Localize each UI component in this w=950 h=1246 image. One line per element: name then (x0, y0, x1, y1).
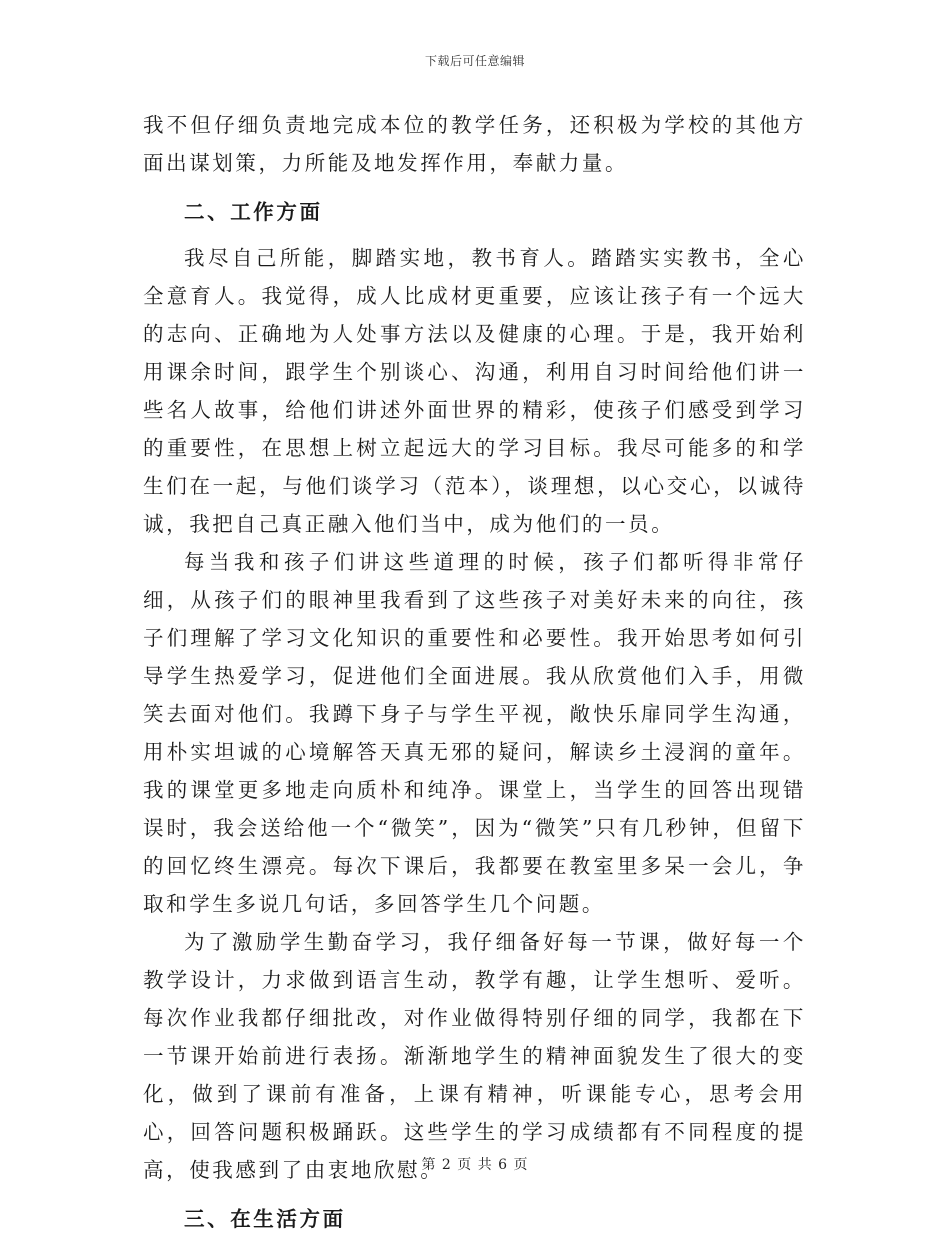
section-heading-work: 二、工作方面 (184, 200, 323, 224)
page-header: 下载后可任意编辑 (424, 54, 525, 68)
work-paragraph-2: 每当我和孩子们讲这些道理的时候，孩子们都听得非常仔细，从孩子们的眼神里我看到了这些孩子对美好未来的向往，孩子们理解了学习文化知识的重要性和必要性。我开始思考如何引导学生热爱学习，促进他们全面进展。我从欣赏他们入手，用微笑去面对他们。我蹲下身子与学生平视，敞快乐扉同学生沟通，用朴实坦诚的心境解答天真无邪的疑问，解读乡土浸润的童年。我的课堂更多地走向质朴和纯净。课堂上，当学生的回答出现错误时，我会送给他一个“微笑”，因为“微笑”只有几秒钟，但留下的回忆终生漂亮。每次下课后，我都要在教室里多呆一会儿，争取和学生多说几句话，多回答学生几个问题。 (143, 550, 806, 916)
page-number: 第 2 页 共 6 页 (421, 1157, 529, 1173)
intro-paragraph: 我不但仔细负责地完成本位的教学任务，还积极为学校的其他方面出谋划策，力所能及地发挥作用，奉献力量。 (143, 113, 806, 175)
document-body (143, 106, 806, 1246)
work-paragraph-1: 我尽自己所能，脚踏实地，教书育人。踏踏实实教书，全心全意育人。我觉得，成人比成材更重要，应该让孩子有一个远大的志向、正确地为人处事方法以及健康的心理。于是，我开始利用课余时间，跟学生个别谈心、沟通，利用自习时间给他们讲一些名人故事，给他们讲述外面世界的精彩，使孩子们感受到学习的重要性，在思想上树立起远大的学习目标。我尽可能多的和学生们在一起，与他们谈学习（范本），谈理想，以心交心，以诚待诚，我把自己真正融入他们当中，成为他们的一员。 (143, 246, 806, 536)
work-paragraph-3: 为了激励学生勤奋学习，我仔细备好每一节课，做好每一个教学设计，力求做到语言生动，教学有趣，让学生想听、爱听。每次作业我都仔细批改，对作业做得特别仔细的同学，我都在下一节课开始前进行表扬。渐渐地学生的精神面貌发生了很大的变化，做到了课前有准备，上课有精神，听课能专心，思考会用心，回答问题积极踊跃。这些学生的学习成绩都有不同程度的提高，使我感到了由衷地欣慰。 (143, 930, 806, 1182)
section-heading-life: 三、在生活方面 (184, 1207, 346, 1231)
